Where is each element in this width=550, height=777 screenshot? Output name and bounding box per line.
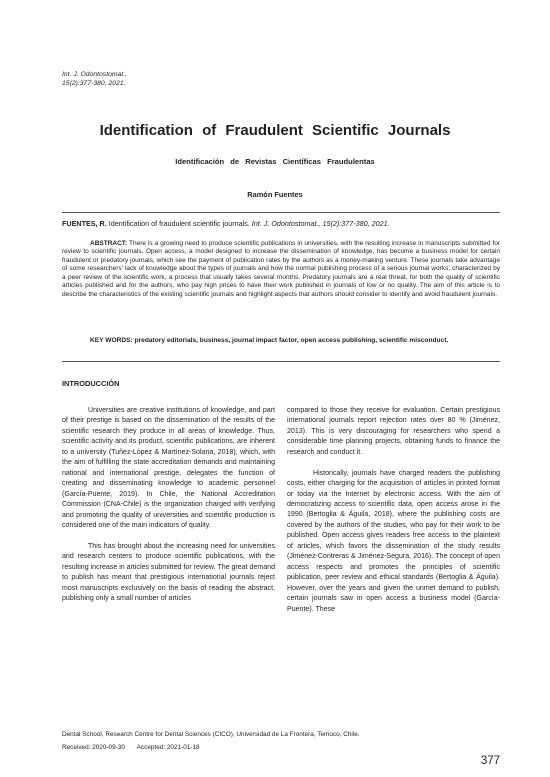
- citation-line: [62, 219, 390, 228]
- abstract-label: ABSTRACT:: [90, 240, 128, 247]
- journal-name: Int. J. Odontostomat.,: [62, 71, 127, 78]
- left-column: [62, 406, 275, 605]
- journal-volume: 15(2):377-380, 2021.: [62, 80, 126, 88]
- journal-reference: [62, 70, 127, 88]
- author-affiliation: Dental School, Research Centre for Dental Sciences (CICO), Universidad de La Frontera, Temuco, Chile.: [62, 731, 360, 738]
- abstract: [62, 240, 500, 299]
- received-date: Received: 2020-09-30: [62, 744, 125, 751]
- left-paragraph-1: Universities are creative institutions of knowledge, and part of their prestige is based on the dissemination of the results of the scientific research they produce in all areas of knowledge. Thus, scientific activity and its product, scientific publications, are inherent to a university (Tuñez-López & Martínez-Solana, 2018), which, with the aim of fulfilling the state accreditation demands and maintaining national and international prestige, delegates the function of creating and disseminating knowledge to academic personnel (García-Puente, 2019). In Chile, the National Accreditation Commission (CNA-Chile) is the organization charged with verifying and promoting the quality of universities and scientific production is considered one of the main indicators of quality.: [62, 407, 275, 529]
- keywords-label: KEY WORDS:: [90, 337, 133, 344]
- right-paragraph-2: Historically, journals have charged readers the publishing costs, either charging for the acquisition of articles in printed format or today via the Internet by electronic access. With the aim of democratizing access to scientific data, open access arose in the 1990 (Bertoglia & Águila, 2018), where the publishing costs are covered by the authors of the studies, who pay for their work to be published. Open access gives readers free access to the plaintext of articles, which favors the dissemination of the study results (Jiménez-Contreras & Jiménez-Segura, 2016). The concept of open access respects and promotes the principles of scientific publication, peer review and ethical standards (Bertoglia & Águila). However, over the years and given the unmet demand to publish, certain journals saw in open access a business model (García-Puente). These: [287, 469, 500, 613]
- divider-top: [62, 212, 500, 213]
- page-number: 377: [480, 755, 500, 767]
- right-paragraph-1: compared to those they receive for evaluation. Certain prestigious international journals report rejection rates over 80 % (Jiménez, 2013). This is very discouraging for researchers who spend a considerable time planning projects, obtaining funds to finance the research and conduct it.: [287, 407, 500, 456]
- citation-text: Identification of fraudulent scientific journals.: [106, 219, 252, 228]
- divider-bottom: [62, 361, 500, 362]
- article-subtitle: Identificación de Revistas Científicas Fraudulentas: [175, 157, 375, 166]
- submission-dates: [62, 744, 200, 751]
- citation-author: FUENTES, R.: [62, 219, 107, 228]
- keywords: [62, 337, 500, 346]
- left-paragraph-2: This has brought about the increasing need for universities and research centers to produce scientific publications, with the resulting increase in articles submitted for review. The great demand to publish has meant that prestigious international journals reject most manuscripts exclusively on the basis of reading the abstract, publishing only a small number of articles: [62, 542, 275, 603]
- article-author: Ramón Fuentes: [247, 190, 303, 199]
- article-title: Identification of Fraudulent Scientific Journals: [99, 122, 451, 139]
- abstract-text: There is a growing need to produce scientific publications in universities, with the resulting increase in manuscripts submitted for review to scientific journals. Open access, a model designed to increase the dissemination of knowledge, has become a business model for certain fraudulent or predatory journals, which see the payment of publication rates by the authors as a money-making venture. These journals take advantage of some researchers' lack of knowledge about the types of journals and how the normal publishing process of a serious journal works, characterized by a peer review of the scientific work, a process that usually takes several months. Predatory journals are a real threat, for both the quality of scientific articles published and for the authors, who pay high prices to have their work published in journals of low or no quality. The aim of this article is to describe the characteristics of the existing scientific journals and highlight aspects that authors should consider to identify and avoid fraudulent journals.: [62, 240, 500, 298]
- right-column: [287, 406, 500, 615]
- section-heading: INTRODUCCIÓN: [62, 379, 120, 388]
- citation-journal: Int. J. Odontostomat., 15(2):377-380, 2021.: [251, 219, 390, 228]
- keywords-text: predatory editorials, business, journal impact factor, open access publishing, scientific misconduct.: [132, 337, 449, 344]
- accepted-date: Accepted: 2021-01-18: [136, 744, 200, 751]
